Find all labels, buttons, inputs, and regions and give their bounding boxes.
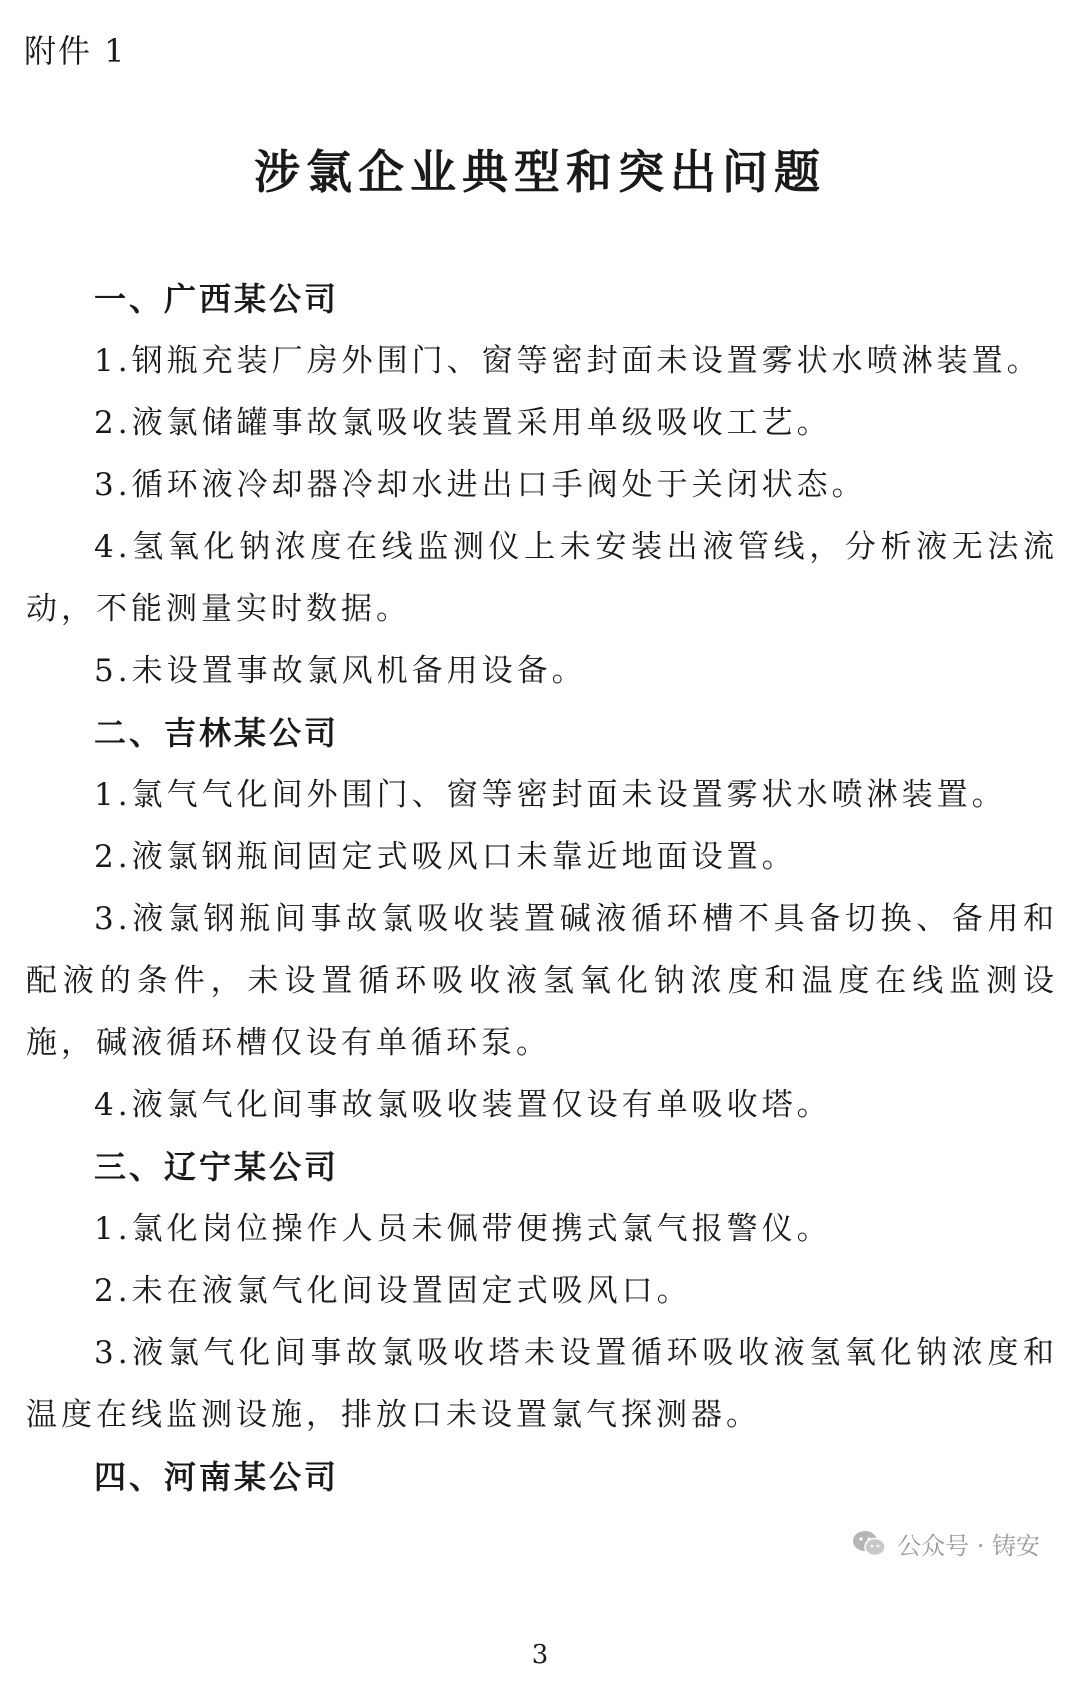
section-item: 3.液氯气化间事故氯吸收塔未设置循环吸收液氢氧化钠浓度和温度在线监测设施，排放口未设置氯气探测器。 bbox=[26, 1335, 1058, 1433]
section-item: 1.钢瓶充装厂房外围门、窗等密封面未设置雾状水喷淋装置。 bbox=[94, 343, 1042, 379]
section-item: 1.氯化岗位操作人员未佩带便携式氯气报警仪。 bbox=[94, 1211, 832, 1247]
page-number: 3 bbox=[531, 1640, 549, 1670]
section-item: 1.氯气气化间外围门、窗等密封面未设置雾状水喷淋装置。 bbox=[94, 777, 1007, 813]
section-heading: 二、吉林某公司 bbox=[94, 714, 340, 752]
section-item: 2.未在液氯气化间设置固定式吸风口。 bbox=[94, 1273, 692, 1309]
section-item: 4.氢氧化钠浓度在线监测仪上未安装出液管线，分析液无法流动，不能测量实时数据。 bbox=[26, 529, 1058, 627]
section-item: 2.液氯储罐事故氯吸收装置采用单级吸收工艺。 bbox=[94, 405, 832, 441]
section-heading: 三、辽宁某公司 bbox=[94, 1148, 340, 1186]
section-item: 4.液氯气化间事故氯吸收装置仅设有单吸收塔。 bbox=[94, 1087, 832, 1123]
watermark-text: 公众号 · 铸安 bbox=[897, 1532, 1040, 1560]
attachment-label: 附件 1 bbox=[24, 32, 127, 70]
document-title: 涉氯企业典型和突出问题 bbox=[254, 145, 826, 199]
document-body bbox=[26, 268, 1058, 1508]
section-item: 5.未设置事故氯风机备用设备。 bbox=[94, 653, 587, 689]
section-item: 2.液氯钢瓶间固定式吸风口未靠近地面设置。 bbox=[94, 839, 797, 875]
section-item: 3.循环液冷却器冷却水进出口手阀处于关闭状态。 bbox=[94, 467, 867, 503]
section-heading: 四、河南某公司 bbox=[94, 1458, 340, 1496]
watermark bbox=[851, 1526, 1040, 1561]
section-heading: 一、广西某公司 bbox=[94, 280, 340, 318]
wechat-icon bbox=[851, 1529, 887, 1559]
section-item: 3.液氯钢瓶间事故氯吸收装置碱液循环槽不具备切换、备用和配液的条件，未设置循环吸收液氢氧化钠浓度和温度在线监测设施，碱液循环槽仅设有单循环泵。 bbox=[26, 901, 1058, 1061]
